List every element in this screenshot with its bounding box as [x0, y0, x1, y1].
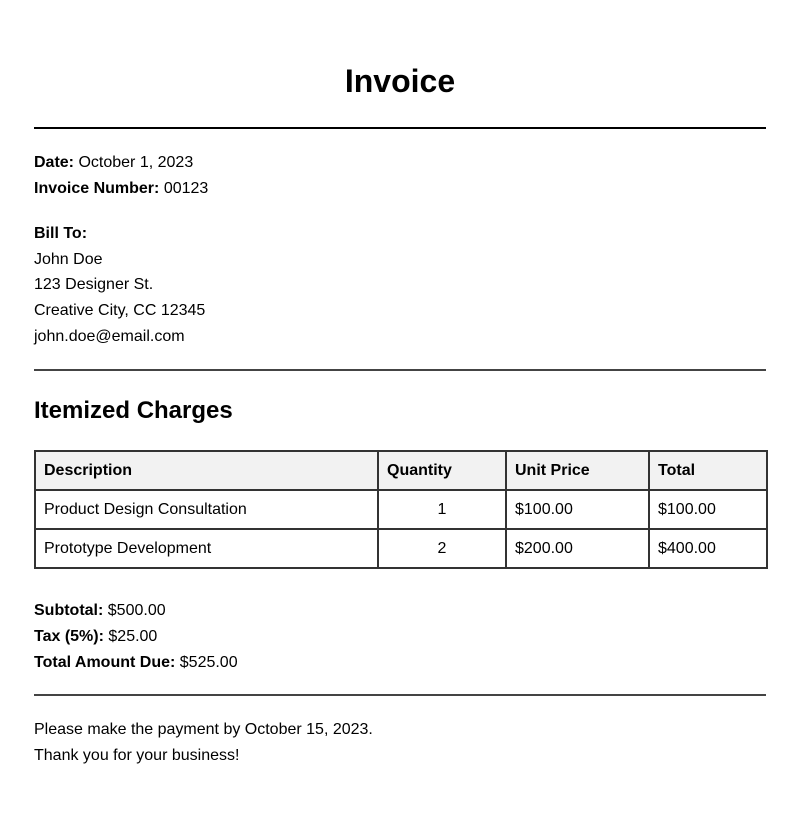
date-label: Date: — [34, 154, 75, 171]
total-due-label: Total Amount Due: — [34, 654, 176, 671]
footer-divider — [34, 694, 766, 696]
row-unit-price: $200.00 — [506, 529, 649, 568]
invoice-date — [34, 153, 193, 173]
bill-to-address-line2: Creative City, CC 12345 — [34, 302, 206, 319]
row-unit-price: $100.00 — [506, 490, 649, 529]
tax-label: Tax (5%): — [34, 628, 104, 645]
row-total: $400.00 — [649, 529, 767, 568]
bill-to-name: John Doe — [34, 251, 103, 268]
invoice-title: Invoice — [344, 63, 456, 99]
bill-to-label: Bill To: — [34, 225, 88, 242]
total-due-value: $525.00 — [179, 654, 238, 671]
itemized-charges-heading: Itemized Charges — [34, 397, 233, 424]
subtotal-value: $500.00 — [107, 602, 166, 619]
bill-to-address-line1: 123 Designer St. — [34, 276, 154, 293]
date-value: October 1, 2023 — [78, 154, 194, 171]
section-divider — [34, 369, 766, 371]
header-divider — [34, 127, 766, 129]
bill-to-email: john.doe@email.com — [34, 328, 185, 345]
table-header-row — [35, 451, 767, 490]
column-header-description: Description — [35, 451, 378, 490]
subtotal — [34, 601, 166, 621]
column-header-unit-price: Unit Price — [506, 451, 649, 490]
invoice-number-value: 00123 — [163, 180, 209, 197]
charges-table — [34, 450, 768, 569]
invoice-number — [34, 179, 208, 199]
row-quantity: 1 — [378, 490, 506, 529]
tax-value: $25.00 — [108, 628, 158, 645]
column-header-quantity: Quantity — [378, 451, 506, 490]
total-amount-due — [34, 653, 238, 673]
row-description: Product Design Consultation — [35, 490, 378, 529]
column-header-total: Total — [649, 451, 767, 490]
row-description: Prototype Development — [35, 529, 378, 568]
payment-note: Please make the payment by October 15, 2023. — [34, 721, 373, 738]
invoice-number-label: Invoice Number: — [34, 180, 160, 197]
row-quantity: 2 — [378, 529, 506, 568]
row-total: $100.00 — [649, 490, 767, 529]
subtotal-label: Subtotal: — [34, 602, 104, 619]
thank-you-note: Thank you for your business! — [34, 747, 240, 764]
table-row — [35, 490, 767, 529]
tax — [34, 627, 157, 647]
table-row — [35, 529, 767, 568]
